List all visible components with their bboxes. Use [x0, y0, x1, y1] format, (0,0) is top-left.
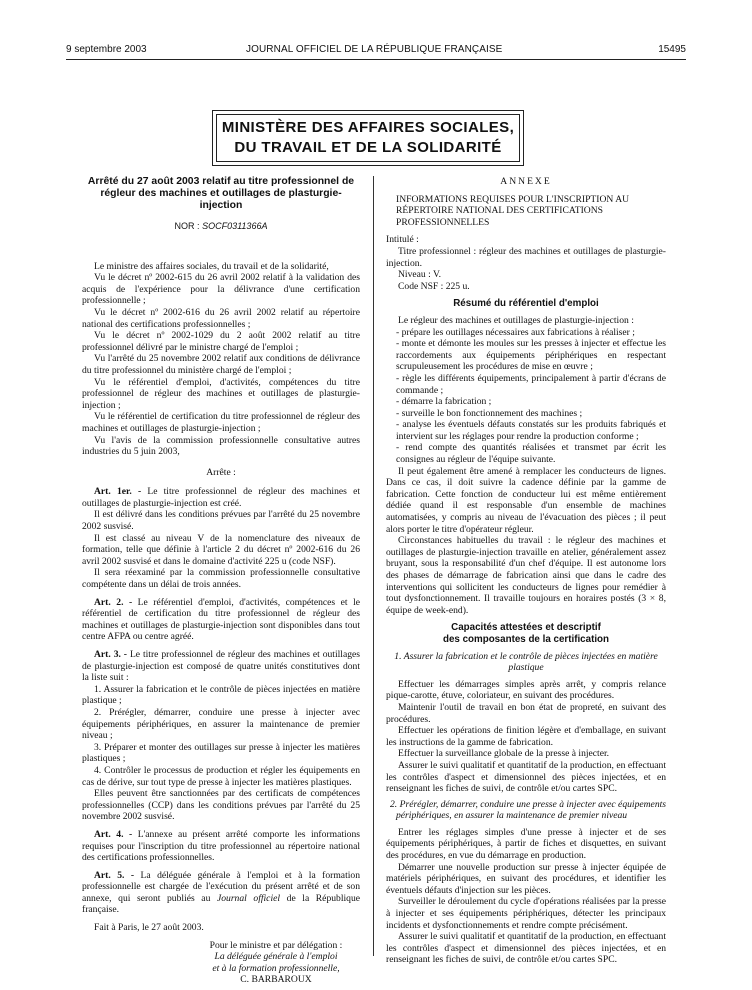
- decree-title: Arrêté du 27 août 2003 relatif au titre professionnel de régleur des machines et outillages de plasturgie-injection: [87, 176, 355, 211]
- paragraph: Elles peuvent être sanctionnées par des certificats de compétences professionnelles (CCP) dans les conditions prévues par l'arrêté du 25 novembre 2002 susvisé.: [82, 788, 360, 823]
- article-label: Art. 4. -: [94, 828, 133, 840]
- paragraph: Vu l'avis de la commission professionnelle consultative autres industries du 5 juin 2003,: [82, 434, 360, 458]
- paragraph: Le régleur des machines et outillages de plasturgie-injection :: [398, 314, 634, 326]
- ministry-line-1: MINISTÈRE DES AFFAIRES SOCIALES,: [221, 119, 515, 136]
- paragraph: Assurer le suivi qualitatif et quantitatif de la production, en effectuant les contrôles d'aspect et dimensionnel des pièces injectées, et en renseignant les fiches de suivi, de contrôle et/ou cartes SPC.: [386, 931, 666, 966]
- bullet-item: - monte et démonte les moules sur les presses à injecter et effectue les raccordements aux équipements périphériques en respectant scrupuleusement les procédures de mise en œuvre ;: [396, 338, 666, 373]
- article-text: La déléguée générale à l'emploi et à la formation professionnelle est chargée de l'exécution du présent arrêté et de son annexe, qui seront publiés au: [82, 869, 360, 904]
- signature-name: C. BARBAROUX: [240, 974, 312, 986]
- right-column: [386, 176, 666, 966]
- article-text: de la République française.: [82, 892, 361, 916]
- paragraph: Vu le référentiel de certification du titre professionnel de régleur des machines et outillages de plasturgie-injection ;: [82, 411, 360, 434]
- article-text: L'annexe au présent arrêté comporte les informations requises pour l'inscription du titre professionnel au répertoire national des certifications professionnelles.: [82, 828, 360, 864]
- subsection-heading: 2. Prérégler, démarrer, conduire une presse à injecter avec équipements périphériques, en assurer la maintenance de premier niveau: [390, 798, 667, 822]
- annexe-heading: ANNEXE: [500, 176, 552, 187]
- article-text: Le référentiel d'emploi, d'activités, compétences et le référentiel de certification du titre professionnel de régleur des machines et outillages de plasturgie-injection sont disponibles dans tout centre AFPA ou centre agréé.: [82, 596, 360, 643]
- paragraph: Circonstances habituelles du travail : le régleur des machines et outillages de plasturgie-injection travaille en atelier, généralement assez bruyant, sous la responsabilité d'un chef d'équipe. Il est autonome lors des phases de démarrage de fabrication ainsi que dans le cadre des interventions qui sollicitent les conducteurs de lignes pour remédier à tout dysfonctionnement. Il travaille toujours en horaires postés (3 × 8, équipe de week-end).: [386, 535, 666, 616]
- article-label: Art. 3. -: [94, 649, 128, 660]
- paragraph: Vu le décret nº 2002-615 du 26 avril 2002 relatif à la validation des acquis de l'expérience pour la délivrance d'une certification professionnelle ;: [82, 272, 360, 307]
- column-divider: [373, 176, 374, 956]
- nor-label: NOR :: [174, 221, 200, 231]
- paragraph: Démarrer une nouvelle production sur presse à injecter équipée de matériels périphériques, en suivant des procédures, et identifier les éventuels défauts d'injection sur les pièces.: [386, 861, 666, 896]
- paragraph: Vu l'arrêté du 25 novembre 2002 relatif aux conditions de délivrance du titre professionnel du ministère chargé de l'emploi ;: [82, 353, 360, 376]
- section-heading: [386, 622, 666, 645]
- paragraph: Effectuer la surveillance globale de la presse à injecter.: [398, 748, 610, 760]
- paragraph: Vu le référentiel d'emploi, d'activités, compétences du titre professionnel de régleur des machines et outillages de plasturgie-injection ;: [82, 376, 360, 411]
- article-label: Art. 2. -: [94, 596, 133, 608]
- journal-name: Journal officiel: [216, 892, 281, 904]
- paragraph: Vu le décret nº 2002-1029 du 2 août 2002 relatif au titre professionnel délivré par le ministre chargé de l'emploi ;: [82, 330, 360, 353]
- paragraph: Code NSF : 225 u.: [398, 280, 470, 292]
- signature-line: Pour le ministre et par délégation :: [209, 939, 343, 951]
- article-label: Art. 1er. -: [94, 486, 142, 498]
- signature-line: La déléguée générale à l'emploi: [214, 951, 338, 963]
- done-at: Fait à Paris, le 27 août 2003.: [94, 922, 204, 934]
- paragraph: Niveau : V.: [398, 269, 442, 281]
- paragraph: Il est délivré dans les conditions prévues par l'arrêté du 25 novembre 2002 susvisé.: [82, 509, 360, 533]
- bullet-item: - règle les différents équipements, principalement à partir d'écrans de commande ;: [396, 372, 666, 396]
- unit-item: 2. Prérégler, démarrer, conduire une presse à injecter avec équipements périphériques, en assurer la maintenance de premier niveau ;: [82, 706, 360, 742]
- section-heading-line: Capacités attestées et descriptif: [451, 622, 601, 634]
- nor-code: SOCF0311366A: [202, 221, 268, 231]
- header-page-number: 15495: [658, 44, 686, 55]
- paragraph: Il peut également être amené à remplacer les conducteurs de lignes. Dans ce cas, il doit suivre la cadence définie par la gamme de fabrication. Cette fonction de conducteur lui est même entièrement dédiée quand il est responsable d'un ensemble de machines automatisées, y compris au niveau de l'évacuation des pièces ; il peut alors porter le titre d'opérateur régleur.: [386, 465, 666, 535]
- ministry-box-inner: [216, 114, 520, 162]
- nor-reference: [82, 221, 360, 233]
- paragraph: Entrer les réglages simples d'une presse à injecter et de ses équipements périphériques, à partir de fiches et disquettes, en suivant des procédures, en vue du démarrage en production.: [386, 826, 666, 862]
- signature-block: [192, 940, 360, 986]
- header-rule: [66, 59, 686, 60]
- paragraph: Intitulé :: [386, 234, 419, 246]
- paragraph: Vu le décret nº 2002-616 du 26 avril 2002 relatif au répertoire national des certifications professionnelles ;: [82, 306, 360, 330]
- ministry-box: [212, 110, 524, 166]
- article-text: Le titre professionnel de régleur des machines et outillages de plasturgie-injection est composé de quatre unités constitutives dont la liste suit :: [82, 649, 360, 684]
- section-heading: Résumé du référentiel d'emploi: [453, 298, 599, 310]
- annexe-subheading: INFORMATIONS REQUISES POUR L'INSCRIPTION AU RÉPERTOIRE NATIONAL DES CERTIFICATIONS PROFESSIONNELLES: [396, 193, 630, 228]
- header-date: 9 septembre 2003: [66, 44, 147, 55]
- unit-item: 1. Assurer la fabrication et le contrôle de pièces injectées en matière plastique ;: [82, 683, 360, 707]
- bullet-item: - rend compte des quantités réalisées et transmet par écrit les consignes au régleur de l'équipe suivante.: [396, 442, 666, 466]
- paragraph: Assurer le suivi qualitatif et quantitatif de la production, en effectuant les contrôles d'aspect et dimensionnel des pièces injectées, et en renseignant les fiches de suivi, de contrôle et/ou cartes SPC.: [386, 759, 666, 795]
- article-3: [82, 649, 360, 684]
- paragraph: Le ministre des affaires sociales, du travail et de la solidarité,: [94, 260, 329, 272]
- paragraph: Il est classé au niveau V de la nomenclature des niveaux de formation, telle que définie à l'article 2 du décret nº 2002-616 du 26 avril 2002 susvisé et dans le domaine d'activité 225 u (code NSF).: [82, 532, 360, 567]
- bullet-item: - analyse les éventuels défauts constatés sur les produits fabriqués et intervient sur les réglages pour rendre la production conforme ;: [396, 419, 666, 442]
- left-column: [82, 176, 360, 986]
- arrete-heading: Arrête :: [206, 466, 236, 478]
- section-heading-line: des composantes de la certification: [442, 633, 610, 645]
- paragraph: Il sera réexaminé par la commission professionnelle consultative compétente dans un délai de trois années.: [82, 567, 360, 591]
- paragraph: Maintenir l'outil de travail en bon état de propreté, en suivant des procédures.: [386, 701, 666, 725]
- bullet-item: - démarre la fabrication ;: [396, 396, 492, 408]
- paragraph: Titre professionnel : régleur des machines et outillages de plasturgie-injection.: [386, 245, 666, 269]
- article-4: [82, 829, 360, 864]
- paragraph: Surveiller le déroulement du cycle d'opérations réalisées par la presse à injecter et ses équipements périphériques, détecter les principaux incidents et dysfonctionnements et rendre compte précisément.: [386, 896, 666, 931]
- unit-item: 4. Contrôler le processus de production et régler les équipements en cas de dérive, sur tout type de presse à injecter les matières plastiques.: [82, 764, 360, 788]
- article-5: [82, 870, 360, 916]
- article-1: [82, 486, 360, 509]
- unit-item: 3. Préparer et monter des outillages sur presse à injecter les matières plastiques ;: [82, 741, 360, 765]
- ministry-line-2: DU TRAVAIL ET DE LA SOLIDARITÉ: [234, 139, 502, 156]
- article-label: Art. 5. -: [94, 869, 135, 881]
- article-2: [82, 597, 360, 643]
- page-header: [66, 44, 686, 58]
- bullet-item: - prépare les outillages nécessaires aux fabrications à réaliser ;: [396, 326, 635, 338]
- paragraph: Effectuer les démarrages simples après arrêt, y compris relance pique-carotte, étuve, coloriateur, en suivant des procédures.: [386, 678, 666, 702]
- subsection-heading: 1. Assurer la fabrication et le contrôle de pièces injectées en matière plastique: [394, 650, 658, 674]
- bullet-item: - surveille le bon fonctionnement des machines ;: [396, 407, 583, 419]
- paragraph: Effectuer les opérations de finition légère et d'emballage, en suivant les instructions de la gamme de fabrication.: [386, 725, 666, 748]
- article-text: Le titre professionnel de régleur des machines et outillages de plasturgie-injection est créé.: [82, 486, 360, 509]
- signature-line: et à la formation professionnelle,: [212, 962, 340, 974]
- header-journal: JOURNAL OFFICIEL DE LA RÉPUBLIQUE FRANÇAISE: [246, 44, 503, 55]
